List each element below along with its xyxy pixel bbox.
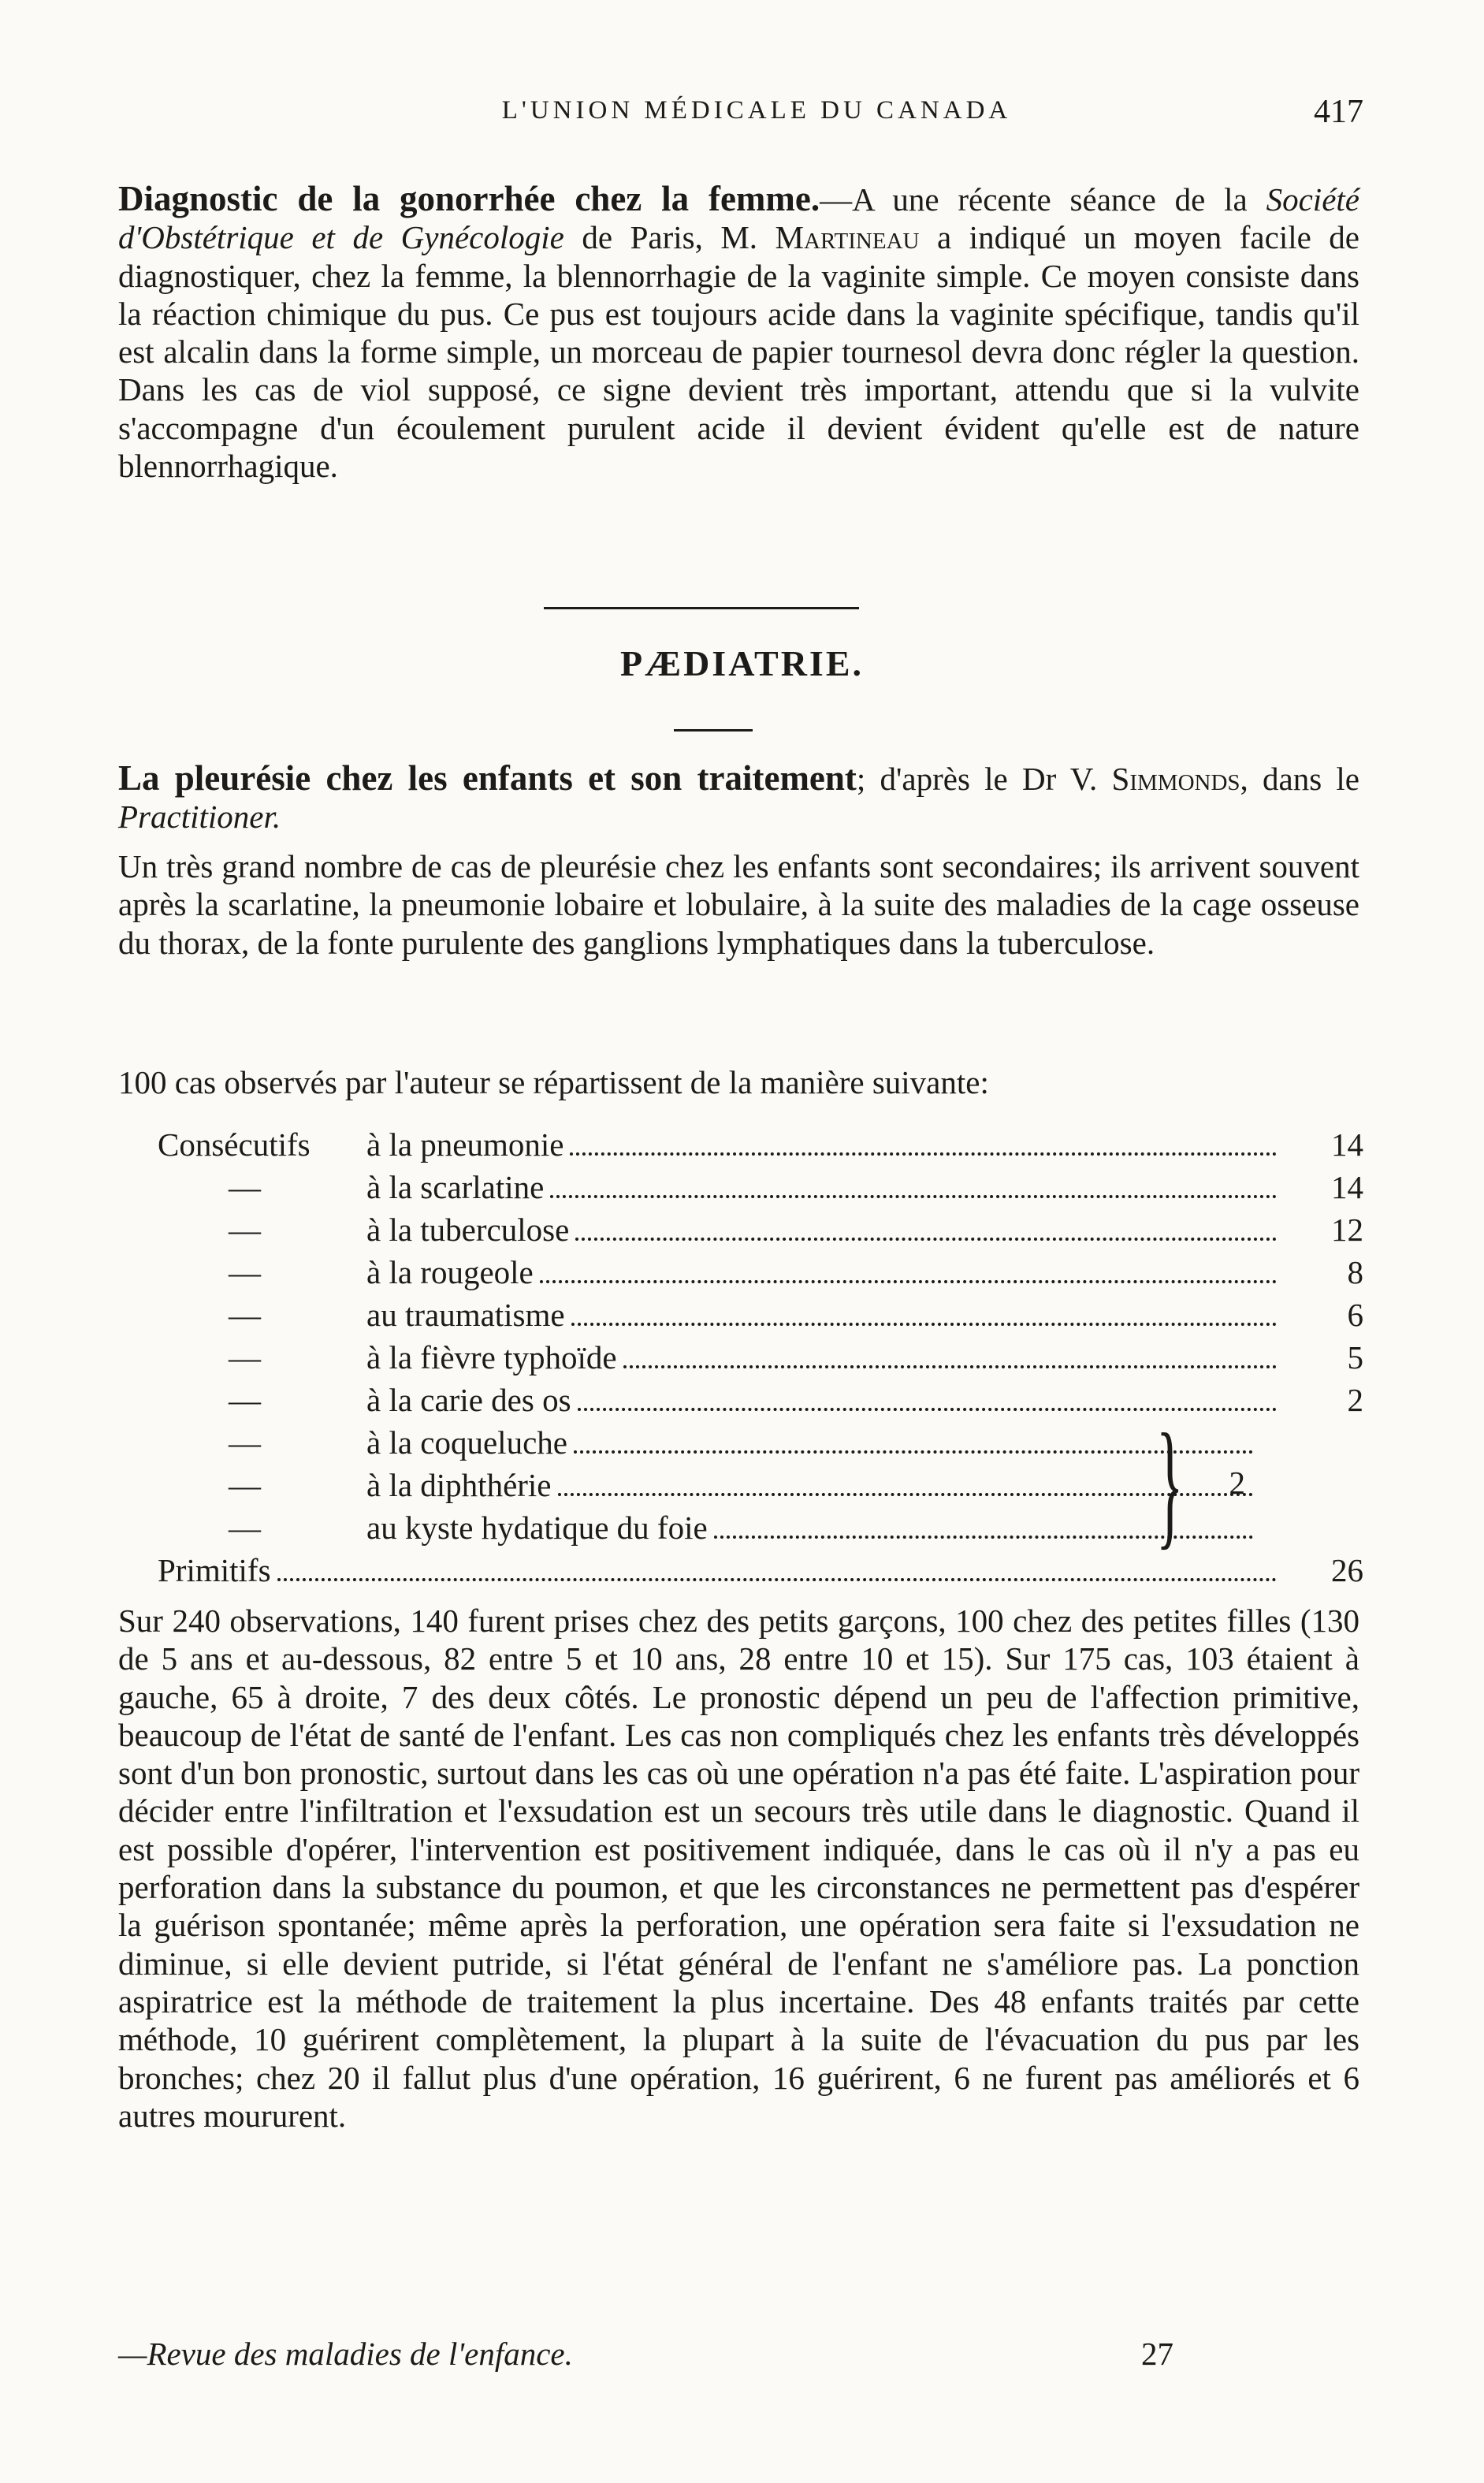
section-title: PÆDIATRIE.	[619, 643, 864, 683]
grouped-value: 2	[1229, 1465, 1245, 1501]
stats-value: 26	[1331, 1552, 1363, 1588]
byline-a: ; d'après le Dr V.	[856, 761, 1112, 797]
author-name: Martineau	[775, 219, 920, 256]
stats-value: 8	[1347, 1254, 1363, 1290]
dot-leader	[550, 1195, 1277, 1198]
stats-row	[118, 1211, 1363, 1253]
running-head	[118, 96, 1363, 136]
section-divider	[544, 607, 859, 609]
stats-value: 2	[1347, 1382, 1363, 1418]
stats-value: 14	[1331, 1126, 1363, 1163]
stats-row	[118, 1296, 1363, 1338]
stats-label: Consécutifs	[158, 1126, 311, 1163]
stats-label: —	[229, 1297, 261, 1333]
dot-leader	[558, 1493, 1253, 1496]
stats-cause: au kyste hydatique du foie	[366, 1510, 708, 1546]
article-title: Diagnostic de la gonorrhée chez la femme.	[118, 179, 820, 218]
article-title: La pleurésie chez les enfants et son traitement	[118, 758, 857, 798]
stats-label: Primitifs	[158, 1552, 271, 1588]
stats-label: —	[229, 1339, 261, 1376]
article-body-a: de Paris, M.	[563, 219, 775, 256]
author-name: Simmonds	[1111, 761, 1240, 797]
stats-label: —	[229, 1254, 261, 1290]
article-pleurisy-heading	[118, 759, 1359, 836]
stats-label: —	[229, 1382, 261, 1418]
stats-cause: à la rougeole	[366, 1254, 534, 1290]
paragraph-cases: 100 cas observés par l'auteur se répartissent de la manière suivante:	[118, 1064, 989, 1100]
dot-leader	[570, 1152, 1277, 1156]
stats-row	[118, 1338, 1363, 1381]
section-divider-short	[674, 729, 753, 731]
dot-leader	[540, 1280, 1277, 1283]
paragraph-observations: Sur 240 observations, 140 furent prises chez des petits garçons, 100 chez des petites filles (130 de 5 ans et au-dessous, 82 entre 5 et 10 ans, 28 entre 10 et 15). Sur 175 cas, 103 étaient à gauche, 65 à droite, 7 des deux côtés. Le pronostic dépend un peu de l'affection primitive, beaucoup de l'état de santé de l'enfant. Les cas non compliqués chez les enfants très développés sont d'un bon pronostic, surtout dans les cas où une opération n'a pas été faite. L'aspiration pour décider entre l'infiltration et l'exsudation est un secours très utile dans le diagnostic. Quand il est possible d'opérer, l'intervention est positivement indiquée, dans le cas où il n'y a pas eu perforation dans la substance du poumon, et que les circonstances ne permettent pas d'espérer la guérison spontanée; même après la perforation, une opération sera faite si l'exsudation ne diminue, si elle devient putride, si l'état général de l'enfant ne s'améliore pas. La ponction aspiratrice est la méthode de traitement la plus incertaine. Des 48 enfants traités par cette méthode, 10 guérirent complètement, la plupart à la suite de l'évacuation du pus par les bronches; chez 20 il fallut plus d'une opération, 16 guérirent, 6 ne furent pas améliorés et 6 autres moururent.	[118, 1603, 1359, 2134]
stats-value: 12	[1331, 1212, 1363, 1248]
stats-cause: à la carie des os	[366, 1382, 571, 1418]
stats-label: —	[229, 1212, 261, 1248]
dot-leader	[574, 1450, 1253, 1454]
stats-label: —	[229, 1467, 261, 1503]
stats-cause: à la pneumonie	[366, 1126, 564, 1163]
page-number: 417	[1314, 94, 1363, 130]
stats-value: 6	[1347, 1297, 1363, 1333]
stats-cause: à la coqueluche	[366, 1424, 567, 1461]
running-title: L'UNION MÉDICALE DU CANADA	[501, 96, 1012, 125]
stats-row	[118, 1253, 1363, 1296]
stats-row	[118, 1126, 1363, 1168]
stats-cause: à la diphthérie	[366, 1467, 552, 1503]
stats-label: —	[229, 1169, 261, 1205]
article-intro: —A une récente séance de la	[820, 181, 1266, 218]
stats-cause: à la tuberculose	[366, 1212, 570, 1248]
society-name: Société d'Obstétrique et de Gynécologie	[118, 181, 1359, 256]
article-gonorrhea	[118, 180, 1359, 485]
stats-cause: à la scarlatine	[366, 1169, 545, 1205]
stats-label: —	[229, 1424, 261, 1461]
stats-cause: à la fièvre typhoïde	[366, 1339, 617, 1376]
source-citation: —Revue des maladies de l'enfance.	[118, 2336, 573, 2372]
stats-cause: au traumatisme	[366, 1297, 565, 1333]
signature-mark: 27	[1141, 2336, 1173, 2372]
byline-b: , dans le	[1240, 761, 1359, 797]
dot-leader	[575, 1238, 1277, 1241]
dot-leader	[623, 1365, 1277, 1368]
article-body-b: a indiqué un moyen facile de diagnostiquer, chez la femme, la blennorrhagie de la vaginite simple. Ce moyen consiste dans la réaction chimique du pus. Ce pus est toujours acide dans la vaginite spécifique, tandis qu'il est alcalin dans la forme simple, un morceau de papier tournesol devra donc régler la question. Dans les cas de viol supposé, ce signe devient très important, attendu que si la vulvite s'accompagne d'un écoulement purulent acide il devient évident qu'elle est de nature blennorrhagique.	[118, 219, 1360, 485]
stats-value: 5	[1347, 1339, 1363, 1376]
stats-label: —	[229, 1510, 261, 1546]
stats-value: 14	[1331, 1169, 1363, 1205]
brace-symbol: }	[1156, 1405, 1184, 1562]
journal-name: Practitioner.	[118, 799, 281, 836]
stats-row	[118, 1168, 1363, 1211]
dot-leader	[571, 1323, 1277, 1326]
dot-leader	[277, 1578, 1277, 1581]
paragraph-intro: Un très grand nombre de cas de pleurésie chez les enfants sont secondaires; ils arrivent souvent après la scarlatine, la pneumonie lobaire et lobulaire, à la suite des maladies de la cage osseuse du thorax, de la fonte purulente des ganglions lymphatiques dans la tuberculose.	[118, 848, 1359, 961]
